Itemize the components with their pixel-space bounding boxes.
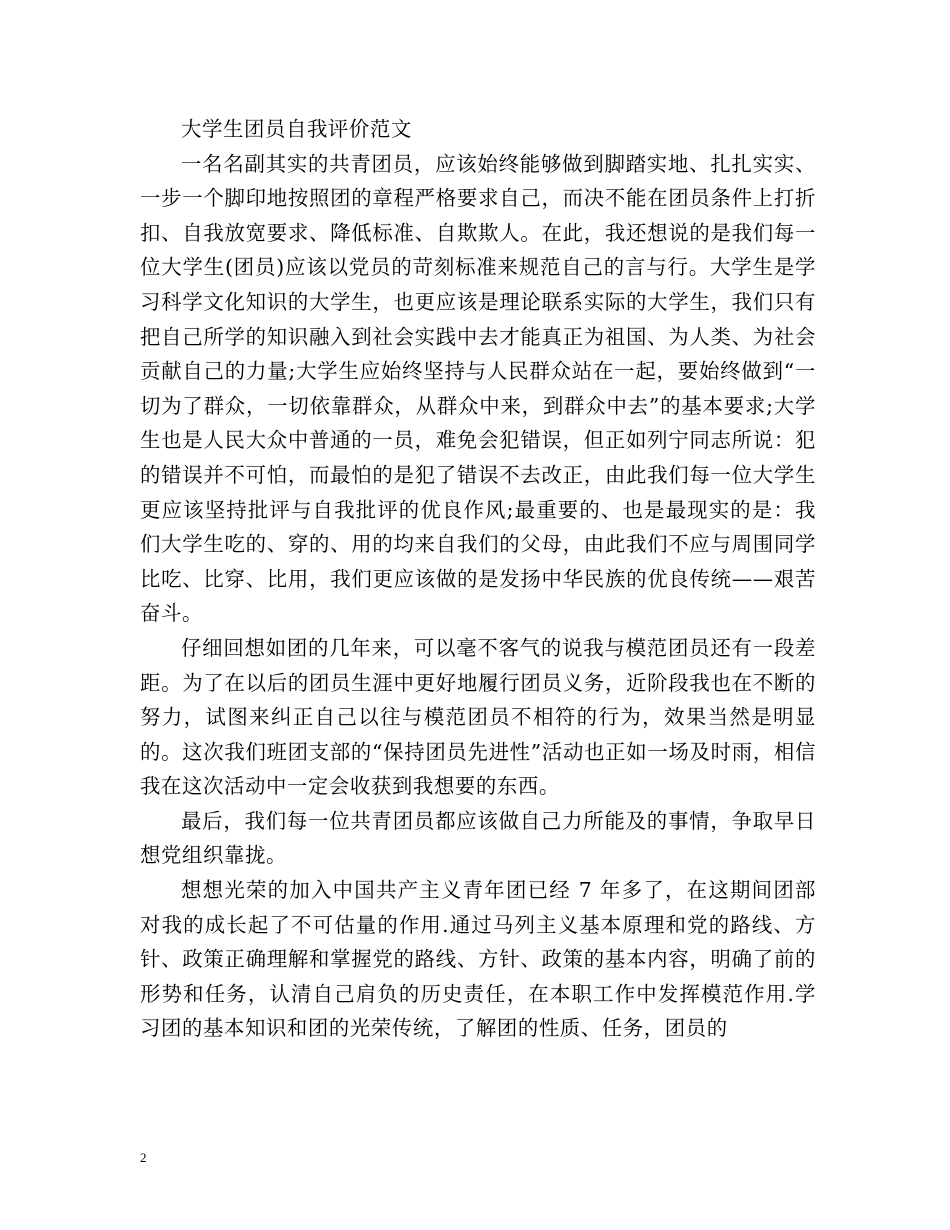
paragraph-1: 一名名副其实的共青团员，应该始终能够做到脚踏实地、扎扎实实、一步一个脚印地按照团的章程严格要求自己，而决不能在团员条件上打折扣、自我放宽要求、降低标准、自欺欺人。在此，我还想说的是我们每一位大学生(团员)应该以党员的苛刻标准来规范自己的言与行。大学生是学习科学文化知识的大学生，也更应该是理论联系实际的大学生，我们只有把自己所学的知识融入到社会实践中去才能真正为祖国、为人类、为社会贡献自己的力量;大学生应始终坚持与人民群众站在一起，要始终做到“一切为了群众，一切依靠群众，从群众中来，到群众中去”的基本要求;大学生也是人民大众中普通的一员，难免会犯错误，但正如列宁同志所说：犯的错误并不可怕，而最怕的是犯了错误不去改正，由此我们每一位大学生更应该坚持批评与自我批评的优良作风;最重要的、也是最现实的是：我们大学生吃的、穿的、用的均来自我们的父母，由此我们不应与周围同学比吃、比穿、比用，我们更应该做的是发扬中华民族的优良传统——艰苦奋斗。 — [140, 151, 816, 626]
paragraph-4: 想想光荣的加入中国共产主义青年团已经 7 年多了，在这期间团部对我的成长起了不可估量的作用.通过马列主义基本原理和党的路线、方针、政策正确理解和掌握党的路线、方针、政策的基本内容，明确了前的形势和任务，认清自己肩负的历史责任，在本职工作中发挥模范作用.学习团的基本知识和团的光荣传统，了解团的性质、任务，团员的 — [140, 878, 816, 1041]
paragraph-2: 仔细回想如团的几年来，可以毫不客气的说我与模范团员还有一段差距。为了在以后的团员生涯中更好地履行团员义务，近阶段我也在不断的努力，试图来纠正自己以往与模范团员不相符的行为，效果当然是明显的。这次我们班团支部的“保持团员先进性”活动也正如一场及时雨，相信我在这次活动中一定会收获到我想要的东西。 — [140, 635, 816, 799]
document-body — [140, 112, 816, 1046]
document-title: 大学生团员自我评价范文 — [181, 117, 412, 141]
page-number: 2 — [140, 1150, 147, 1165]
paragraph-3: 最后，我们每一位共青团员都应该做自己力所能及的事情，争取早日想党组织靠拢。 — [140, 808, 816, 868]
